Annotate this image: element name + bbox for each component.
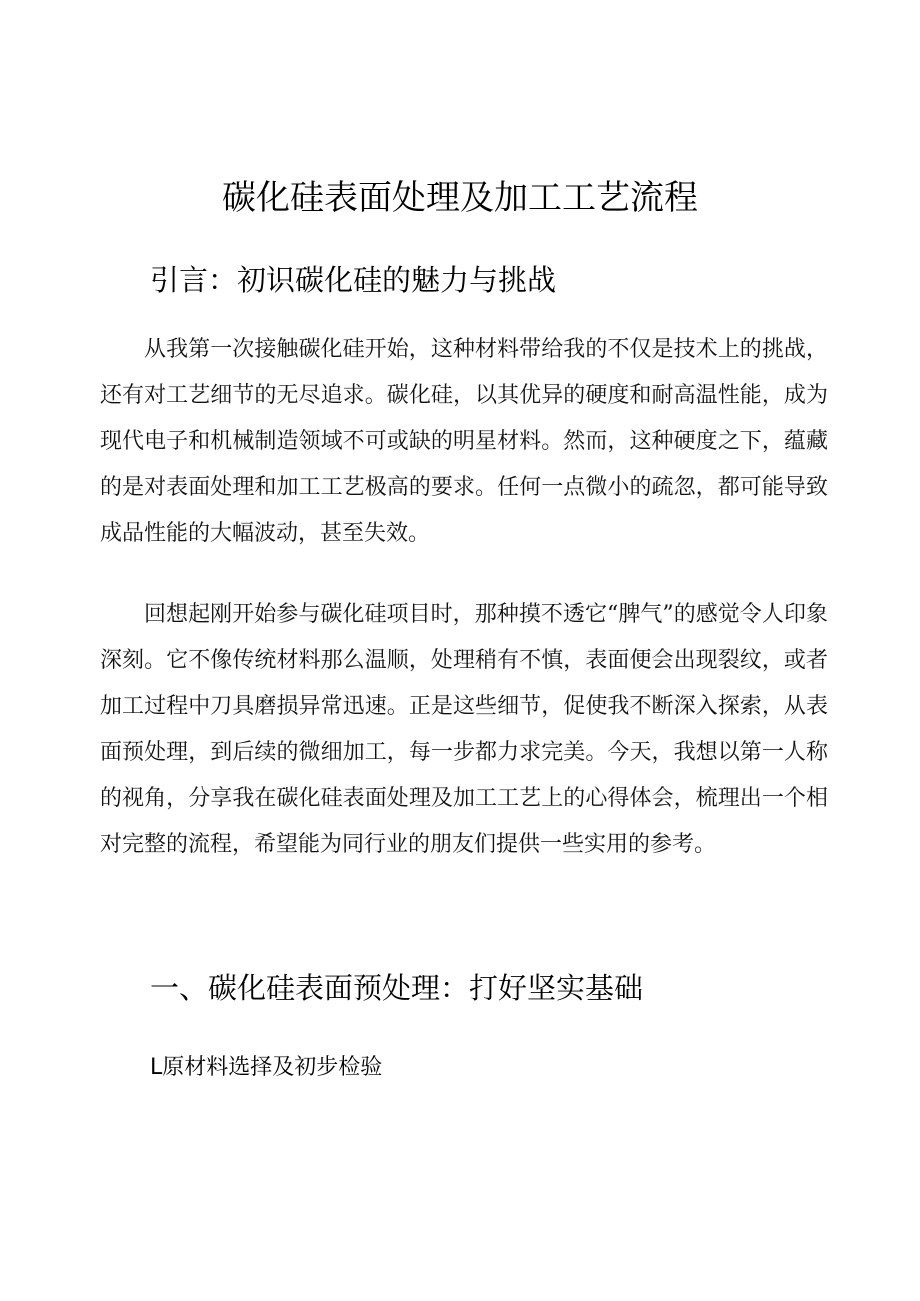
intro-paragraph-2: 回想起刚开始参与碳化硅项目时，那种摸不透它“脾气”的感觉令人印象深刻。它不像传统材料那么温顺，处理稍有不慎，表面便会出现裂纹，或者加工过程中刀具磨损异常迅速。正是这些细节，促使我不断深入探索，从表面预处理，到后续的微细加工，每一步都力求完美。今天，我想以第一人称的视角，分享我在碳化硅表面处理及加工工艺上的心得体会，梳理出一个相对完整的流程，希望能为同行业的朋友们提供一些实用的参考。 <box>100 602 828 857</box>
subsection-1-heading: L原材料选择及初步检验 <box>150 1055 383 1080</box>
section-1-heading: 一、碳化硅表面预处理：打好坚实基础 <box>150 971 644 1005</box>
intro-paragraph-1: 从我第一次接触碳化硅开始，这种材料带给我的不仅是技术上的挑战，还有对工艺细节的无尽追求。碳化硅，以其优异的硬度和耐高温性能，成为现代电子和机械制造领域不可或缺的明星材料。然而，这种硬度之下，蕴藏的是对表面处理和加工工艺极高的要求。任何一点微小的疏忽，都可能导致成品性能的大幅波动，甚至失效。 <box>100 337 828 546</box>
document-title: 碳化硅表面处理及加工工艺流程 <box>222 178 698 218</box>
intro-heading: 引言：初识碳化硅的魅力与挑战 <box>150 263 557 297</box>
